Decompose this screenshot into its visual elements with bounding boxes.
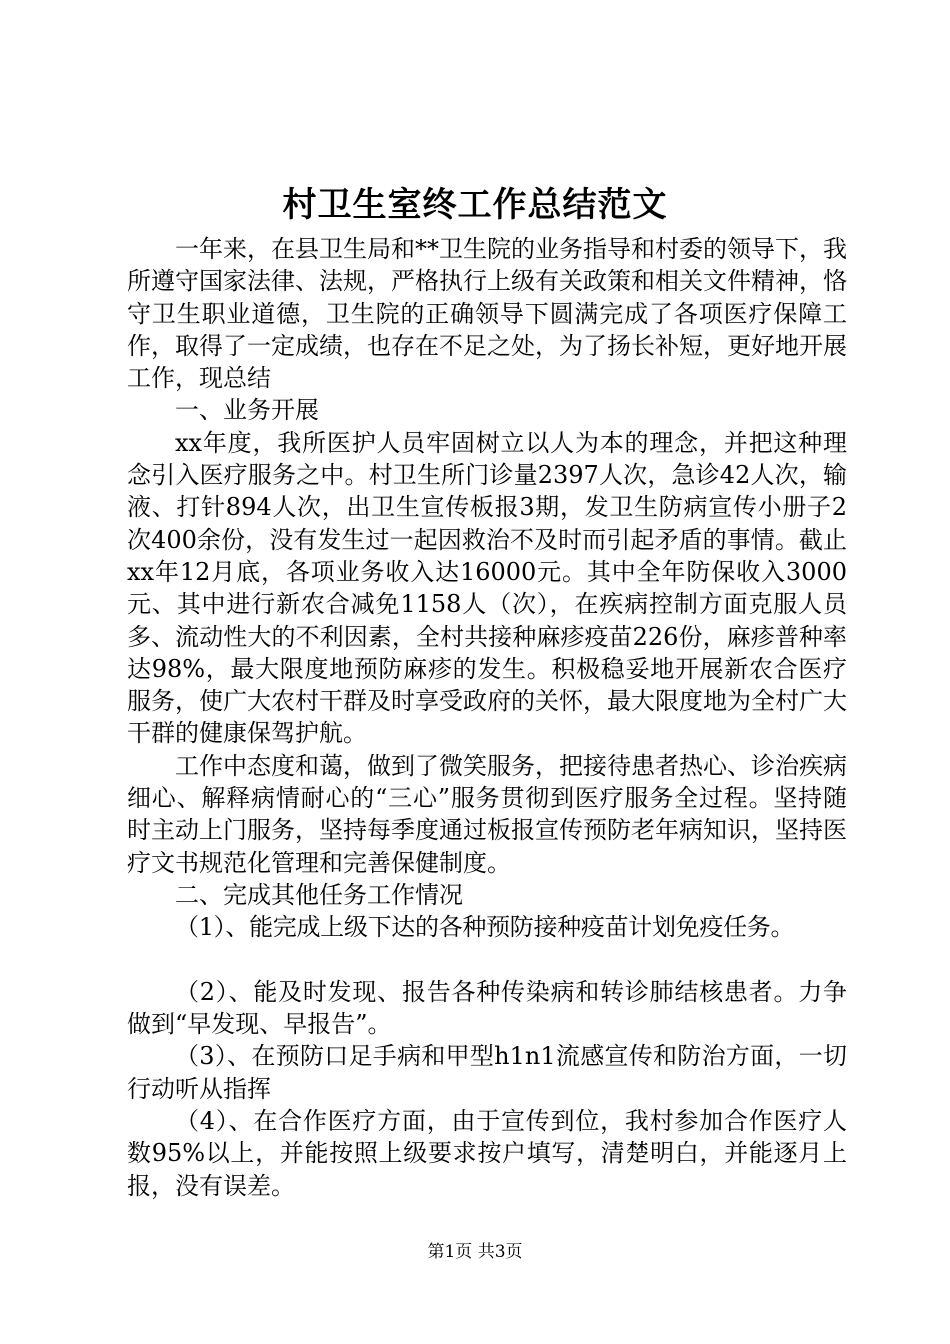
document-title: 村卫生室终工作总结范文 — [282, 185, 668, 225]
intro-paragraph: 一年来，在县卫生局和**卫生院的业务指导和村委的领导下，我所遵守国家法律、法规，严格执行上级有关政策和相关文件精神，恪守卫生职业道德，卫生院的正确领导下圆满完成了各项医疗保障工作，取得了一定成绩，也存在不足之处，为了扬长补短，更好地开展工作，现总结 — [127, 235, 847, 393]
task-item-3: （3）、在预防口足手病和甲型h1n1流感宣传和防治方面，一切行动听从指挥 — [127, 1042, 847, 1103]
task-item-1: （1）、能完成上级下达的各种预防接种疫苗计划免疫任务。 — [175, 913, 795, 942]
task-item-2: （2）、能及时发现、报告各种传染病和转诊肺结核患者。力争做到“早发现、早报告”。 — [127, 977, 847, 1039]
section-heading-other-tasks: 二、完成其他任务工作情况 — [175, 880, 463, 909]
task-item-4: （4）、在合作医疗方面，由于宣传到位，我村参加合作医疗人数95%以上，并能按照上级要求按户填写，清楚明白，并能逐月上报，没有误差。 — [127, 1107, 847, 1200]
section-heading-business: 一、业务开展 — [175, 396, 319, 425]
document-body — [127, 233, 847, 1202]
page-footer: 第1页 共3页 — [427, 1242, 523, 1262]
service-paragraph: 工作中态度和蔼，做到了微笑服务，把接待患者热心、诊治疾病细心、解释病情耐心的“三心”服务贯彻到医疗服务全过程。坚持随时主动上门服务，坚持每季度通过板报宣传预防老年病知识，坚持医疗文书规范化管理和完善保健制度。 — [127, 751, 847, 877]
paragraph-gap — [127, 944, 847, 976]
business-paragraph: xx年度，我所医护人员牢固树立以人为本的理念，并把这种理念引入医疗服务之中。村卫生所门诊量2397人次，急诊42人次，输液、打针894人次，出卫生宣传板报3期，发卫生防病宣传小册子2次400余份，没有发生过一起因救治不及时而引起矛盾的事情。截止xx年12月底，各项业务收入达16000元。其中全年防保收入3000元、其中进行新农合减免1158人（次），在疾病控制方面克服人员多、流动性大的不利因素，全村共接种麻疹疫苗226份，麻疹普种率达98%，最大限度地预防麻疹的发生。积极稳妥地开展新农合医疗服务，使广大农村干群及时享受政府的关怀，最大限度地为全村广大干群的健康保驾护航。 — [127, 428, 847, 748]
